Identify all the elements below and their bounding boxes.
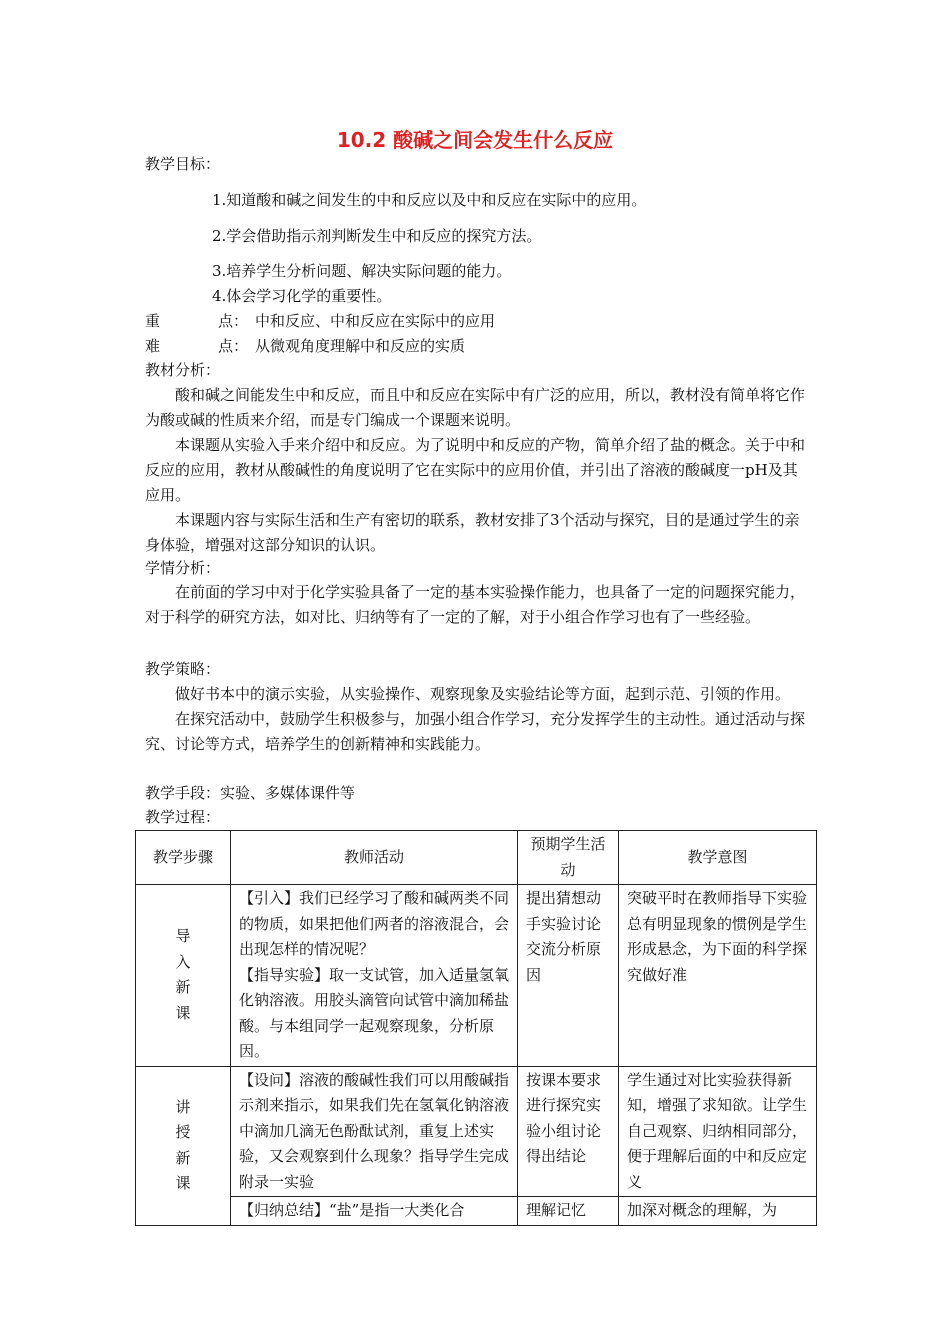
teacher-activity-cell (231, 885, 518, 1067)
student-activity-cell: 提出猜想动手实验讨论交流分析原因 (518, 885, 619, 1067)
header-cell: 预期学生活动 (518, 831, 619, 885)
process-heading: 教学过程： (145, 808, 221, 826)
difficult-point-colon: 点： (218, 337, 249, 355)
table-row (136, 885, 817, 1067)
paragraph: 在前面的学习中对于化学实验具备了一定的基本实验操作能力，也具备了一定的问题探究能力，对于科学的研究方法，如对比、归纳等有了一定的了解，对于小组合作学习也有了一些经验。 (145, 583, 806, 626)
teacher-activity-cell: 【归纳总结】“盐”是指一大类化合 (231, 1197, 518, 1226)
teacher-activity-cell: 【设问】溶液的酸碱性我们可以用酸碱指示剂来指示，如果我们先在氢氧化钠溶液中滴加几滴无色酚酞试剂，重复上述实验，又会观察到什么现象？指导学生完成附录一实验 (231, 1066, 518, 1197)
strategy-heading: 教学策略： (145, 660, 221, 678)
paragraph: 在探究活动中，鼓励学生积极参与，加强小组合作学习，充分发挥学生的主动性。通过活动与探究、讨论等方式，培养学生的创新精神和实践能力。 (145, 710, 806, 753)
goal-item: 4.体会学习化学的重要性。 (212, 287, 392, 305)
intent-cell: 学生通过对比实验获得新知，增强了求知欲。让学生自己观察、归纳相同部分，便于理解后面的中和反应定义 (619, 1066, 817, 1197)
goals-heading: 教学目标： (145, 155, 221, 173)
key-point-label: 重 (145, 312, 161, 330)
paragraph: 酸和碱之间能发生中和反应，而且中和反应在实际中有广泛的应用，所以，教材没有简单将它作为酸或碱的性质来介绍，而是专门编成一个课题来说明。 (145, 386, 806, 429)
teacher-activity-text: 【指导实验】取一支试管，加入适量氢氧化钠溶液。用胶头滴管向试管中滴加稀盐酸。与本组同学一起观察现象，分析原因。 (239, 965, 510, 1060)
table-header-row (136, 831, 817, 885)
table-row (136, 1197, 817, 1226)
student-section (145, 580, 805, 630)
intent-cell: 突破平时在教师指导下实验总有明显现象的惯例是学生形成悬念，为下面的科学探究做好准 (619, 885, 817, 1067)
goal-item: 1.知道酸和碱之间发生的中和反应以及中和反应在实际中的应用。 (212, 191, 647, 209)
header-cell: 教师活动 (231, 831, 518, 885)
document-title: 10.2 酸碱之间会发生什么反应 (336, 128, 614, 152)
key-point-colon: 点： (218, 312, 249, 330)
step-cell: 导入新课 (136, 885, 231, 1067)
student-activity-cell: 理解记忆 (518, 1197, 619, 1226)
header-cell: 教学步骤 (136, 831, 231, 885)
step-cell: 讲授新课 (136, 1066, 231, 1225)
difficult-point-text: 从微观角度理解中和反应的实质 (255, 337, 466, 355)
paragraph: 本课题内容与实际生活和生产有密切的联系，教材安排了3个活动与探究，目的是通过学生的亲身体验，增强对这部分知识的认识。 (145, 511, 800, 554)
teaching-process-table (135, 830, 817, 1226)
key-point-text: 中和反应、中和反应在实际中的应用 (255, 312, 496, 330)
strategy-section (145, 682, 805, 757)
intent-cell: 加深对概念的理解，为 (619, 1197, 817, 1226)
material-heading: 教材分析： (145, 361, 221, 379)
header-cell: 教学意图 (619, 831, 817, 885)
teaching-means: 教学手段：实验、多媒体课件等 (145, 784, 356, 802)
difficult-point-label: 难 (145, 337, 161, 355)
table-row (136, 1066, 817, 1197)
goal-item: 2.学会借助指示剂判断发生中和反应的探究方法。 (212, 227, 542, 245)
student-activity-cell: 按课本要求进行探究实验小组讨论得出结论 (518, 1066, 619, 1197)
material-section (145, 383, 805, 558)
student-heading: 学情分析： (145, 559, 221, 577)
teacher-activity-text: 【引入】我们已经学习了酸和碱两类不同的物质，如果把他们两者的溶液混合，会出现怎样的情况呢？ (239, 889, 510, 958)
paragraph: 做好书本中的演示实验，从实验操作、观察现象及实验结论等方面，起到示范、引领的作用。 (175, 685, 791, 703)
goal-item: 3.培养学生分析问题、解决实际问题的能力。 (212, 262, 512, 280)
paragraph: 本课题从实验入手来介绍中和反应。为了说明中和反应的产物，简单介绍了盐的概念。关于中和反应的应用，教材从酸碱性的角度说明了它在实际中的应用价值，并引出了溶液的酸碱度一pH及其应用。 (145, 436, 806, 504)
